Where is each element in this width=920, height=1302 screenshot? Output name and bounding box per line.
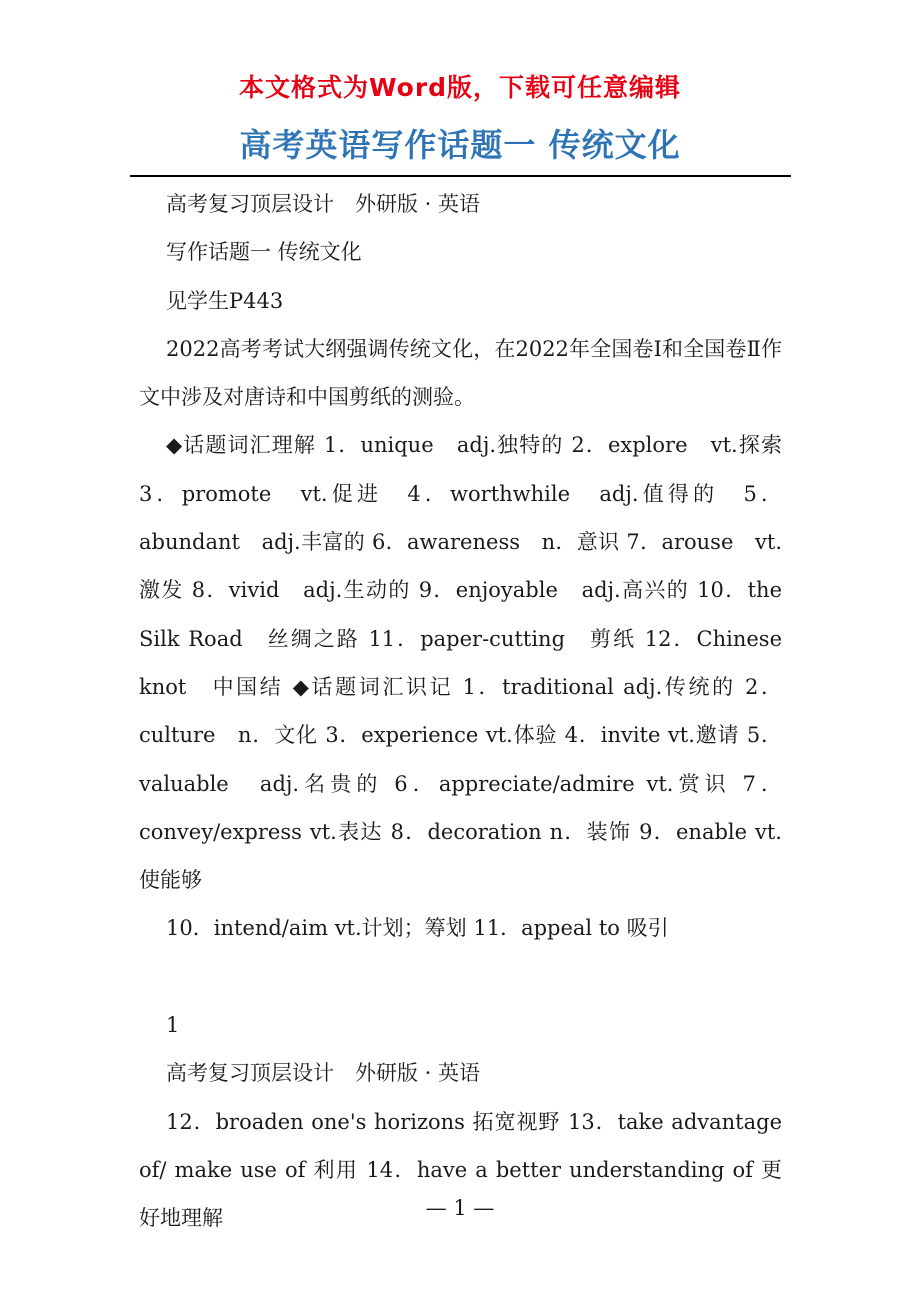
source-page-marker: 1: [166, 1013, 180, 1038]
vocabulary-paragraph: ◆话题词汇理解 1．unique adj.独特的 2．explore vt.探索 3．promote vt.促进 4．worthwhile adj.值得的 5．abundant adj.丰富的 6．awareness n．意识 7．arouse vt.激发 8．vivid adj.生动的 9．enjoyable adj.高兴的 10．the Silk Road 丝绸之路 11．paper-cutting 剪纸 12．Chinese knot 中国结 ◆话题词汇识记 1．traditional adj.传统的 2．culture n．文化 3．experience vt.体验 4．invite vt.邀请 5．valuable adj.名贵的 6．appreciate/admire vt.赏识 7．convey/express vt.表达 8．decoration n．装饰 9．enable vt.使能够: [139, 433, 803, 893]
phrases-paragraph: 12．broaden one's horizons 拓宽视野 13．take advantage of/ make use of 利用 14．have a better understanding of 更好地理解: [139, 1109, 782, 1231]
word-format-notice: 本文格式为Word版，下载可任意编辑: [238, 73, 682, 102]
intro-paragraph: 2022高考考试大纲强调传统文化，在2022年全国卷Ⅰ和全国卷Ⅱ作文中涉及对唐诗和中国剪纸的测验。: [139, 336, 782, 410]
topic-heading: 写作话题一 传统文化: [166, 240, 362, 265]
page-reference: 见学生P443: [166, 288, 284, 313]
running-header-line: 高考复习顶层设计 外研版 · 英语: [166, 192, 481, 216]
page-number: — 1 —: [425, 1196, 495, 1220]
header-divider: [130, 175, 791, 177]
vocabulary-continued: 10．intend/aim vt.计划；筹划 11．appeal to 吸引: [166, 916, 669, 941]
document-title: 高考英语写作话题一 传统文化: [239, 126, 681, 164]
blank-line: [139, 953, 782, 1001]
document-body: [139, 180, 803, 1243]
running-header-line-2: 高考复习顶层设计 外研版 · 英语: [166, 1061, 481, 1086]
